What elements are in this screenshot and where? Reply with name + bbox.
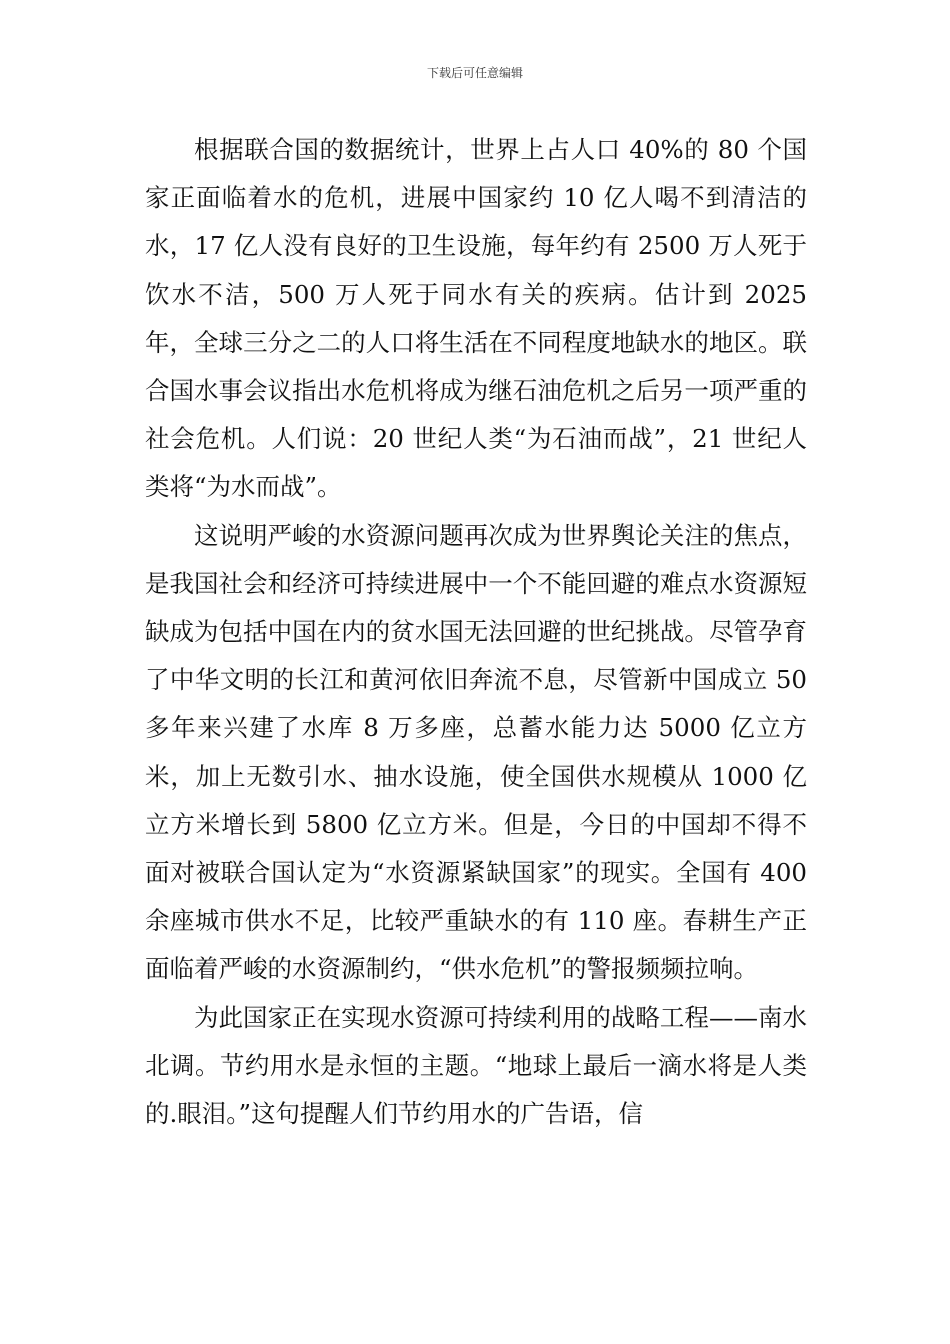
paragraph-china-water-shortage: 这说明严峻的水资源问题再次成为世界舆论关注的焦点，是我国社会和经济可持续进展中一个不能回避的难点水资源短缺成为包括中国在内的贫水国无法回避的世纪挑战。尽管孕育了中华文明的长江和黄河依旧奔流不息，尽管新中国成立 50 多年来兴建了水库 8 万多座，总蓄水能力达 5000 亿立方米，加上无数引水、抽水设施，使全国供水规模从 1000 亿立方米增长到 5800 亿立方米。但是，今日的中国却不得不面对被联合国认定为“水资源紧缺国家”的现实。全国有 400 余座城市供水不足，比较严重缺水的有 110 座。春耕生产正面临着严峻的水资源制约，“供水危机”的警报频频拉响。	[145, 520, 807, 984]
page-header: 下载后可任意编辑	[426, 66, 523, 80]
paragraph-water-crisis-statistics: 根据联合国的数据统计，世界上占人口 40%的 80 个国家正面临着水的危机，进展中国家约 10 亿人喝不到清洁的水，17 亿人没有良好的卫生设施，每年约有 2500 万人死于饮水不洁，500 万人死于同水有关的疾病。估计到 2025 年，全球三分之二的人口将生活在不同程度地缺水的地区。联合国水事会议指出水危机将成为继石油危机之后另一项严重的社会危机。人们说：20 世纪人类“为石油而战”，21 世纪人类将“为水而战”。	[145, 135, 807, 502]
paragraph-south-north-water-transfer: 为此国家正在实现水资源可持续利用的战略工程——南水北调。节约用水是永恒的主题。“地球上最后一滴水将是人类的.眼泪。”这句提醒人们节约用水的广告语，信	[145, 1002, 807, 1129]
document-body	[145, 126, 807, 1138]
